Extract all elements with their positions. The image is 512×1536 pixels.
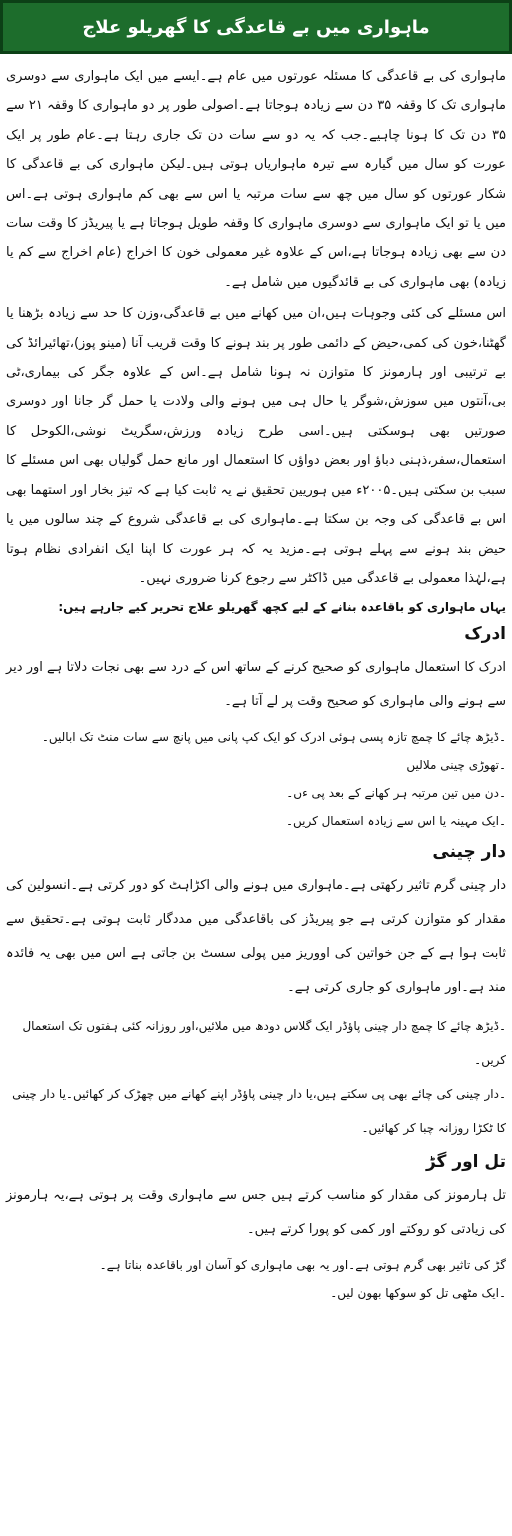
paragraph-causes: اس مسئلے کی کئی وجوہات ہیں،ان میں کھانے میں بے قاعدگی،وزن کا حد سے زیادہ بڑھنا یا گھٹنا،خون کی کمی،حیض کے دائمی طور پر بند ہونے کا وقت قریب آنا (مینو پوز)،تھائیرائڈ کی بے ترتیبی اور ہارمونز کا متوازن نہ ہونا شامل ہے۔اس کے علاوہ جگر کی بیماری،ٹی بی،آنتوں میں سوزش،شوگر یا حال ہی میں ہونے والی ولادت یا حمل گر جانا اور دوسری صورتیں بھی ہوسکتی ہیں۔اسی طرح زیادہ ورزش،سگریٹ نوشی،الکوحل کا استعمال،سفر،ذہنی دباؤ اور بعض دواؤں کا استعمال اور مانع حمل گولیاں بھی اس مسئلے کا سبب بن سکتی ہیں۔۲۰۰۵ء میں ہوریین تحقیق نے یہ ثابت کیا ہے کہ تیز بخار اور استھما بھی اس بے قاعدگی کی وجہ بن سکتا ہے۔ماہواری کی بے قاعدگی شروع کے چند سالوں میں یا حیض بند ہونے سے پہلے ہوتی ہے۔مزید یہ کہ ہر عورت کا اپنا ایک انفرادی نظام ہوتا ہے،لہٰذا معمولی بے قاعدگی میں ڈاکٹر سے رجوع کرنا ضروری نہیں۔ <box>6 306 507 586</box>
list-item: ۔ایک مٹھی تل کو سوکھا بھون لیں۔ <box>330 1286 506 1301</box>
list-item: ۔دار چینی کی چائے بھی پی سکتے ہیں،یا دار چینی پاؤڈر اپنے کھانے میں چھڑک کر کھائیں۔یا دار چینی کا ٹکڑا روزانہ چبا کر کھائیں۔ <box>12 1087 506 1136</box>
section-heading: تل اور گڑ <box>425 1152 506 1173</box>
section-heading: دار چینی <box>432 842 506 863</box>
remedies-intro: یہاں ماہواری کو باقاعدہ بنانے کے لیے کچھ گھریلو علاج تحریر کیے جارہے ہیں: <box>58 600 506 615</box>
section-sesame-jaggery <box>6 1151 506 1307</box>
article-title: ماہواری میں بے قاعدگی کا گھریلو علاج <box>82 16 430 38</box>
section-ginger <box>6 623 506 835</box>
list-item: ۔تھوڑی چینی ملالیں <box>406 758 506 773</box>
article-body <box>6 62 506 1307</box>
title-banner <box>0 0 512 54</box>
section-body: دار چینی گرم تاثیر رکھتی ہے۔ماہواری میں ہونے والی اکڑاہٹ کو دور کرتی ہے۔انسولین کی مقدار کو متوازن کرتی ہے جو پیریڈز کی باقاعدگی میں مددگار ثابت ہوتی ہے۔تحقیق سے ثابت ہوا ہے کے جن خواتین کی اووریز میں پولی سسٹ بن جاتی ہے اس میں بھی یہ فائدہ مند ہے۔اور ماہواری کو جاری کرتی ہے۔ <box>6 878 506 996</box>
section-body: تل ہارمونز کی مقدار کو مناسب کرتے ہیں جس سے ماہواری وقت پر ہوتی ہے،یہ ہارمونز کی زیادتی کو روکتے اور کمی کو پورا کرتے ہیں۔ <box>6 1188 506 1238</box>
section-body: ادرک کا استعمال ماہواری کو صحیح کرنے کے ساتھ اس کے درد سے بھی نجات دلاتا ہے اور دیر سے ہونے والی ماہواری کو صحیح وقت پر لے آتا ہے۔ <box>6 660 506 710</box>
list-item: ۔ایک مہینہ یا اس سے زیادہ استعمال کریں۔ <box>285 814 506 829</box>
paragraph-intro: ماہواری کی بے قاعدگی کا مسئلہ عورتوں میں عام ہے۔ایسے میں ایک ماہواری سے دوسری ماہواری تک کا وقفہ ۳۵ دن سے زیادہ ہوجاتا ہے۔اصولی طور پر دو ماہواری کا وقفہ ۲۱ سے ۳۵ دن تک کا ہونا چاہیے۔جب کہ یہ دو سے سات دن تک جاری رہتا ہے۔عام طور پر ایک عورت کو سال میں گیارہ سے تیرہ ماہواریاں ہوتی ہیں۔لیکن ماہواری کی بے قاعدگی کا شکار عورتوں کو سال میں چھ سے سات مرتبہ یا اس سے بھی کم ماہواری ہوتی ہے۔اس میں یا تو ایک ماہواری سے دوسری ماہواری کا وقفہ طویل ہوجاتا ہے یا پیریڈز کا وقت سات دن سے بھی زیادہ ہوجاتا ہے،اس کے علاوہ غیر معمولی خون کا اخراج (عام اخراج سے کم یا زیادہ) بھی ماہواری کی بے قائدگیوں میں شامل ہے۔ <box>6 69 506 290</box>
section-heading: ادرک <box>464 624 506 645</box>
list-item: ۔دن میں تین مرتبہ ہر کھانے کے بعد پی ءں۔ <box>286 786 506 801</box>
list-item: گڑ کی تاثیر بھی گرم ہوتی ہے۔اور یہ بھی ماہواری کو آسان اور باقاعدہ بناتا ہے۔ <box>99 1258 506 1273</box>
section-cinnamon <box>6 841 506 1145</box>
list-item: ۔ڈیڑھ چائے کا چمچ تازہ پسی ہوئی ادرک کو ایک کپ پانی میں پانچ سے سات منٹ تک ابالیں۔ <box>41 730 506 745</box>
list-item: ۔ڈیڑھ چائے کا چمچ دار چینی پاؤڈر ایک گلاس دودھ میں ملائیں،اور روزانہ کئی ہفتوں تک استعمال کریں۔ <box>22 1019 506 1068</box>
